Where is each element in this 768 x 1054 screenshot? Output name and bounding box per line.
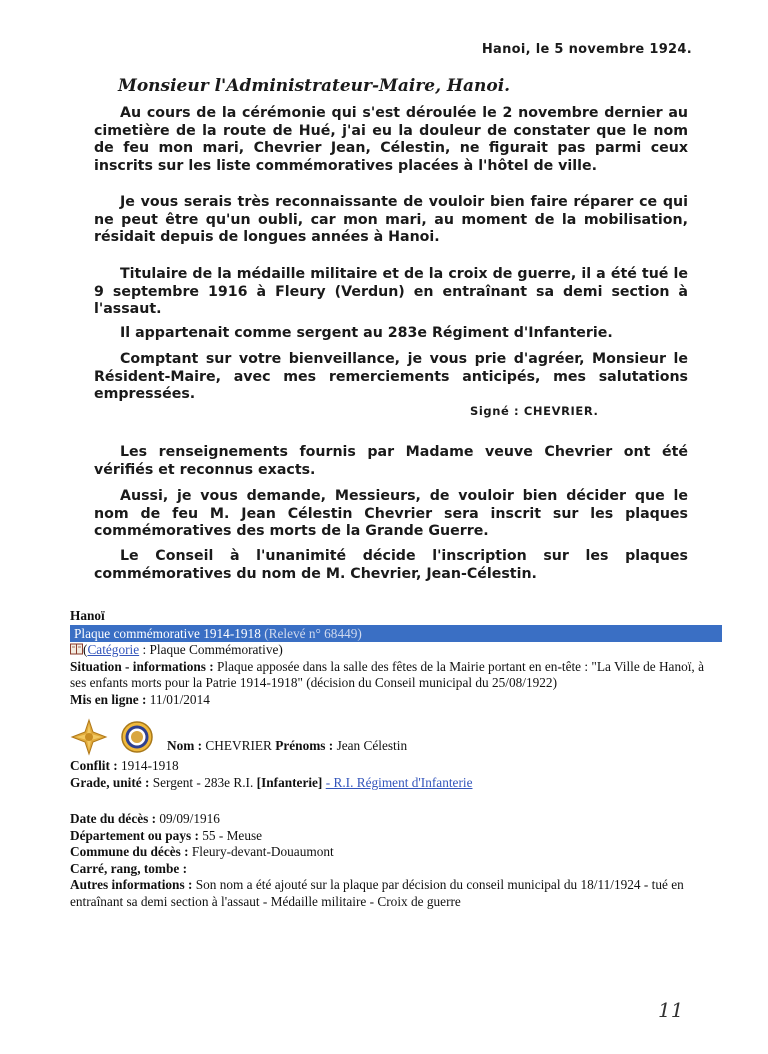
category-row bbox=[70, 642, 722, 659]
online-value: 11/01/2014 bbox=[149, 691, 210, 707]
place-name: Hanoï bbox=[70, 608, 105, 623]
commune-value: Fleury-devant-Douaumont bbox=[191, 844, 334, 859]
grade-label: Grade, unité : bbox=[70, 774, 150, 790]
conflit-row bbox=[70, 758, 722, 775]
category-link[interactable]: Catégorie bbox=[87, 642, 140, 657]
category-open: ( bbox=[83, 642, 88, 657]
letter-signature: Signé : CHEVRIER. bbox=[470, 404, 599, 418]
conflit-label: Conflit : bbox=[70, 758, 118, 773]
croix-de-guerre-icon bbox=[70, 718, 108, 756]
nom-label: Nom : bbox=[167, 737, 203, 753]
medals-row bbox=[70, 716, 722, 758]
letter-paragraph: Il appartenait comme sergent au 283e Régiment d'Infanterie. bbox=[120, 325, 613, 341]
carre-row bbox=[70, 861, 722, 878]
deces-label: Date du décès : bbox=[70, 811, 157, 826]
book-icon bbox=[70, 643, 83, 655]
carre-label: Carré, rang, tombe : bbox=[70, 860, 188, 876]
releve-number: (Relevé n° 68449) bbox=[264, 626, 362, 641]
dept-row bbox=[70, 828, 722, 845]
council-paragraph: Le Conseil à l'unanimité décide l'inscription sur les plaques commémoratives du nom de M. Chevrier, Jean-Célestin. bbox=[94, 548, 688, 582]
medaille-militaire-icon bbox=[120, 720, 154, 754]
dept-label: Département ou pays : bbox=[70, 827, 199, 843]
situation-label: Situation - informations : bbox=[70, 658, 214, 674]
category-value: : Plaque Commémorative) bbox=[142, 642, 283, 657]
record-panel bbox=[70, 608, 722, 910]
prenoms-value: Jean Célestin bbox=[336, 737, 408, 753]
prenoms-label: Prénoms : bbox=[275, 737, 334, 753]
regiment-link[interactable]: - R.I. Régiment d'Infanterie bbox=[325, 774, 473, 790]
commune-label: Commune du décès : bbox=[70, 844, 189, 859]
deces-row bbox=[70, 811, 722, 828]
dept-value: 55 - Meuse bbox=[202, 827, 263, 843]
letter-date: Hanoi, le 5 novembre 1924. bbox=[481, 42, 692, 57]
autres-value: Son nom a été ajouté sur la plaque par décision du conseil municipal du 18/11/1924 - tué en entraînant sa demi section à l'assaut - Médaille militaire - Croix de guerre bbox=[70, 877, 684, 909]
page-number: 11 bbox=[658, 998, 684, 1022]
plaque-title-bar[interactable] bbox=[70, 625, 722, 642]
commune-row bbox=[70, 844, 722, 861]
letter-paragraph: Je vous serais très reconnaissante de vouloir bien faire réparer ce qui ne peut être qu'un oubli, car mon mari, au moment de la mobilisation, résidait depuis de longues années à Hanoi. bbox=[94, 194, 688, 245]
arme-value: [Infanterie] bbox=[256, 774, 323, 790]
letter-paragraph: Titulaire de la médaille militaire et de la croix de guerre, il a été tué le 9 septembre 1916 à Fleury (Verdun) en entraînant sa demi section à l'assaut. bbox=[94, 266, 688, 317]
letter-paragraph: Comptant sur votre bienveillance, je vous prie d'agréer, Monsieur le Résident-Maire, avec mes remerciements anticipés, mes salutations empressées. bbox=[94, 351, 688, 402]
council-paragraph: Aussi, je vous demande, Messieurs, de vouloir bien décider que le nom de feu M. Jean Célestin Chevrier sera inscrit sur les plaques commémoratives des morts de la Grande Guerre. bbox=[94, 488, 688, 539]
autres-row bbox=[70, 877, 722, 910]
situation-value: Plaque apposée dans la salle des fêtes de la Mairie portant en en-tête : "La Ville de Hanoï, à ses enfants morts pour la Patrie 1914-1918" (décision du Conseil municipal du 25/08/1922) bbox=[70, 658, 704, 690]
deces-value: 09/09/1916 bbox=[159, 811, 220, 826]
online-label: Mis en ligne : bbox=[70, 691, 147, 707]
nom-value: CHEVRIER bbox=[205, 737, 272, 753]
conflit-value: 1914-1918 bbox=[120, 758, 179, 773]
letter-paragraph: Au cours de la cérémonie qui s'est déroulée le 2 novembre dernier au cimetière de la route de Hué, j'ai eu la douleur de constater que le nom de feu mon mari, Chevrier Jean, Célestin, ne figurait pas parmi ceux inscrits sur les liste commémoratives placées à l'hôtel de ville. bbox=[94, 105, 688, 174]
autres-label: Autres informations : bbox=[70, 877, 193, 892]
council-paragraph: Les renseignements fournis par Madame veuve Chevrier ont été vérifiés et reconnus exacts. bbox=[94, 444, 688, 478]
plaque-title: Plaque commémorative 1914-1918 bbox=[74, 626, 261, 641]
online-row bbox=[70, 692, 722, 709]
grade-value: Sergent - 283e R.I. bbox=[152, 774, 254, 790]
letter-salutation: Monsieur l'Administrateur-Maire, Hanoi. bbox=[118, 76, 511, 96]
situation-row bbox=[70, 659, 722, 692]
name-row bbox=[167, 738, 407, 755]
grade-row bbox=[70, 775, 722, 792]
